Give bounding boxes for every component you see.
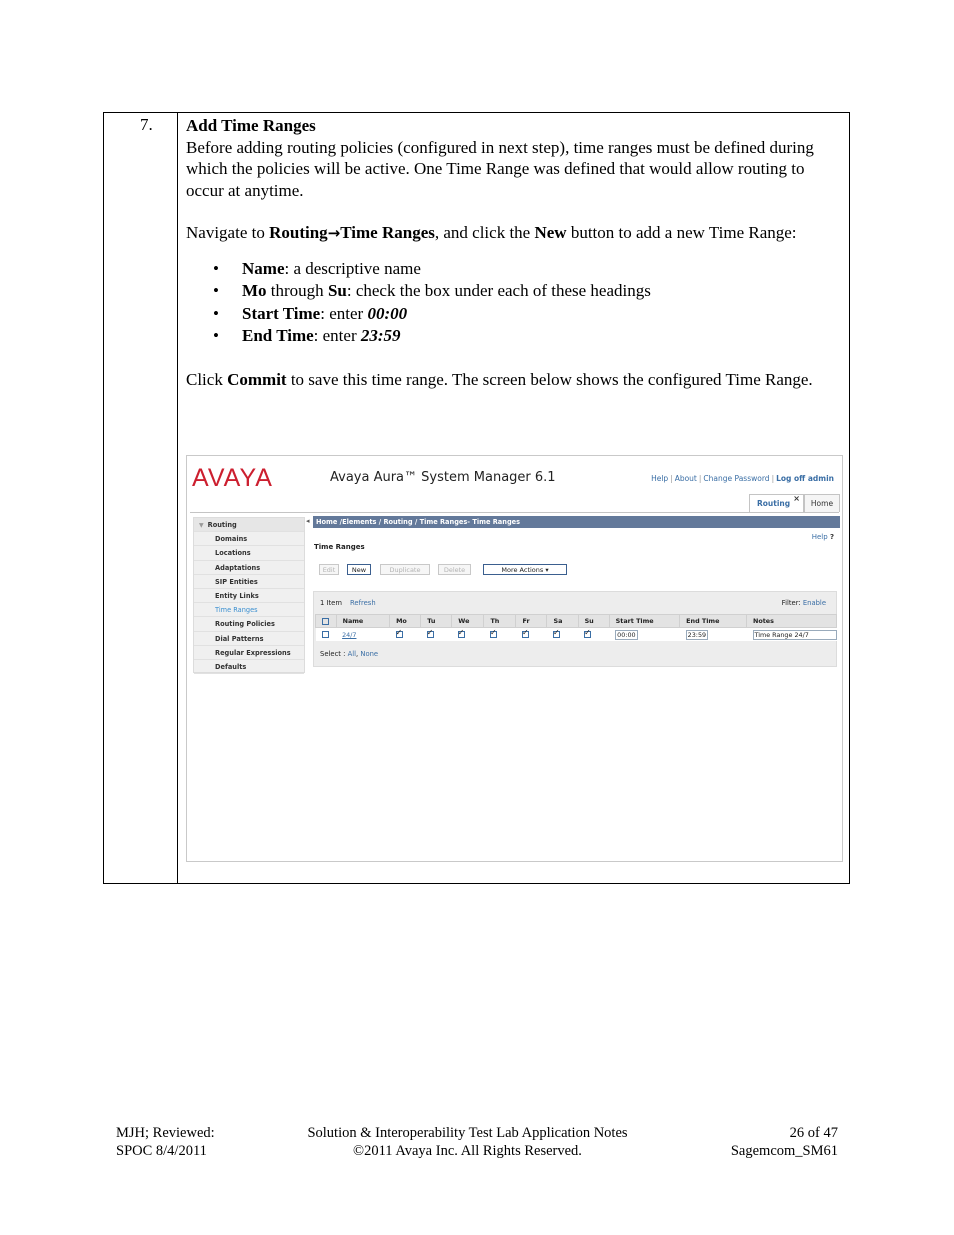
nav-instruction: Navigate to Routing→Time Ranges, and click the New button to add a new Time Range: [186,223,797,242]
footer-center: Solution & Interoperability Test Lab Application Notes ©2011 Avaya Inc. All Rights Reserved. [307,1125,628,1159]
column-header[interactable]: Name [336,615,389,628]
tu-checkbox[interactable] [427,631,434,638]
select-row: Select : All, None [320,650,379,658]
sidebar-item-defaults[interactable]: Defaults [194,660,304,674]
more-actions-button[interactable]: More Actions ▾ [483,564,567,575]
fr-checkbox[interactable] [522,631,529,638]
delete-button[interactable]: Delete [438,564,471,575]
list-item: • Start Time: enter 00:00 [213,303,408,323]
about-link[interactable]: About [674,474,697,483]
refresh-link[interactable]: Refresh [349,599,376,607]
sidebar-item-regular-expressions[interactable]: Regular Expressions [194,646,304,660]
list-item: • Name: a descriptive name [213,258,421,278]
column-header[interactable]: Sa [547,615,578,628]
notes-field[interactable]: Time Range 24/7 [753,630,837,640]
step-number: 7. [140,115,153,134]
select-none-link[interactable]: None [360,650,379,658]
sidebar-item-routing[interactable]: ▼ Routing [194,518,304,532]
column-header[interactable]: Mo [390,615,421,628]
step-body [186,115,831,390]
tab-routing[interactable]: Routing × [749,494,804,512]
list-item: • End Time: enter 23:59 [213,326,401,345]
edit-button[interactable]: Edit [319,564,339,575]
sidebar-item-time-ranges[interactable]: Time Ranges [194,603,304,617]
end-time-field[interactable]: 23:59 [687,630,707,639]
step-number-column [104,113,178,883]
row-select-checkbox[interactable] [322,631,329,638]
step-intro: Before adding routing policies (configured in next step), time ranges must be defined during which the policies will be active. One Time Range was defined that would allow routing to occur at anytime. [186,137,814,200]
start-time-field[interactable]: 00:00 [617,630,636,639]
help-link[interactable]: Help [651,474,669,483]
collapse-triangle-icon: ▼ [199,522,204,529]
filter-enable-link[interactable]: Enable [802,599,826,607]
select-all-checkbox[interactable] [322,618,329,625]
footer-right: 26 of 47 Sagemcom_SM61 [730,1125,838,1159]
sidebar-item-routing-policies[interactable]: Routing Policies [194,617,304,631]
breadcrumb: Home /Elements / Routing / Time Ranges- Time Ranges [313,516,840,528]
duplicate-button[interactable]: Duplicate [380,564,430,575]
sidebar-item-sip-entities[interactable]: SIP Entities [194,575,304,589]
column-header[interactable]: Th [484,615,516,628]
arrow-right-icon: → [327,224,341,242]
sidebar-item-locations[interactable]: Locations [194,546,304,560]
field-list [186,258,831,348]
item-count: 1 Item Refresh [320,599,376,607]
time-ranges-panel [313,591,837,667]
column-header[interactable]: Notes [747,615,837,628]
system-manager-screenshot [186,455,843,862]
help-icon: ? [829,533,834,541]
app-title: Avaya Aura™ System Manager 6.1 [330,470,556,485]
we-checkbox[interactable] [458,631,465,638]
close-icon[interactable]: × [793,494,800,503]
column-header[interactable]: We [452,615,484,628]
top-links: Help | About | Change Password | Log off admin [651,474,834,483]
th-checkbox[interactable] [490,631,497,638]
time-ranges-table [315,614,837,641]
column-header[interactable]: Fr [516,615,547,628]
commit-instruction: Click Commit to save this time range. The screen below shows the configured Time Range. [186,369,813,389]
footer-left: MJH; Reviewed: SPOC 8/4/2011 [116,1125,215,1159]
avaya-logo: AVAYA [192,464,273,492]
sa-checkbox[interactable] [553,631,560,638]
filter: Filter: Enable [781,599,826,607]
list-item: • Mo through Su: check the box under each of these headings [213,281,651,300]
su-checkbox[interactable] [584,631,591,638]
time-range-name-link[interactable]: 24/7 [342,630,357,639]
sidebar-item-entity-links[interactable]: Entity Links [194,589,304,603]
collapse-sidebar-icon[interactable]: ◂ [306,517,310,525]
help-link[interactable]: Help ? [811,533,834,541]
mo-checkbox[interactable] [396,631,403,638]
sidebar [193,517,305,673]
column-header[interactable]: Start Time [609,615,680,628]
new-button[interactable]: New [347,564,371,575]
column-header[interactable]: Su [578,615,609,628]
column-header[interactable]: End Time [680,615,747,628]
table-row [316,628,837,642]
step-heading: Add Time Ranges [186,116,316,135]
main-content [313,516,840,666]
sidebar-item-domains[interactable]: Domains [194,532,304,546]
tab-home[interactable]: Home [804,494,840,512]
sidebar-item-adaptations[interactable]: Adaptations [194,561,304,575]
change-password-link[interactable]: Change Password [703,474,770,483]
sidebar-item-dial-patterns[interactable]: Dial Patterns [194,632,304,646]
select-all-link[interactable]: All [347,650,357,658]
column-header[interactable]: Tu [421,615,452,628]
page-title: Time Ranges [314,543,365,551]
logoff-link[interactable]: Log off admin [776,474,834,483]
